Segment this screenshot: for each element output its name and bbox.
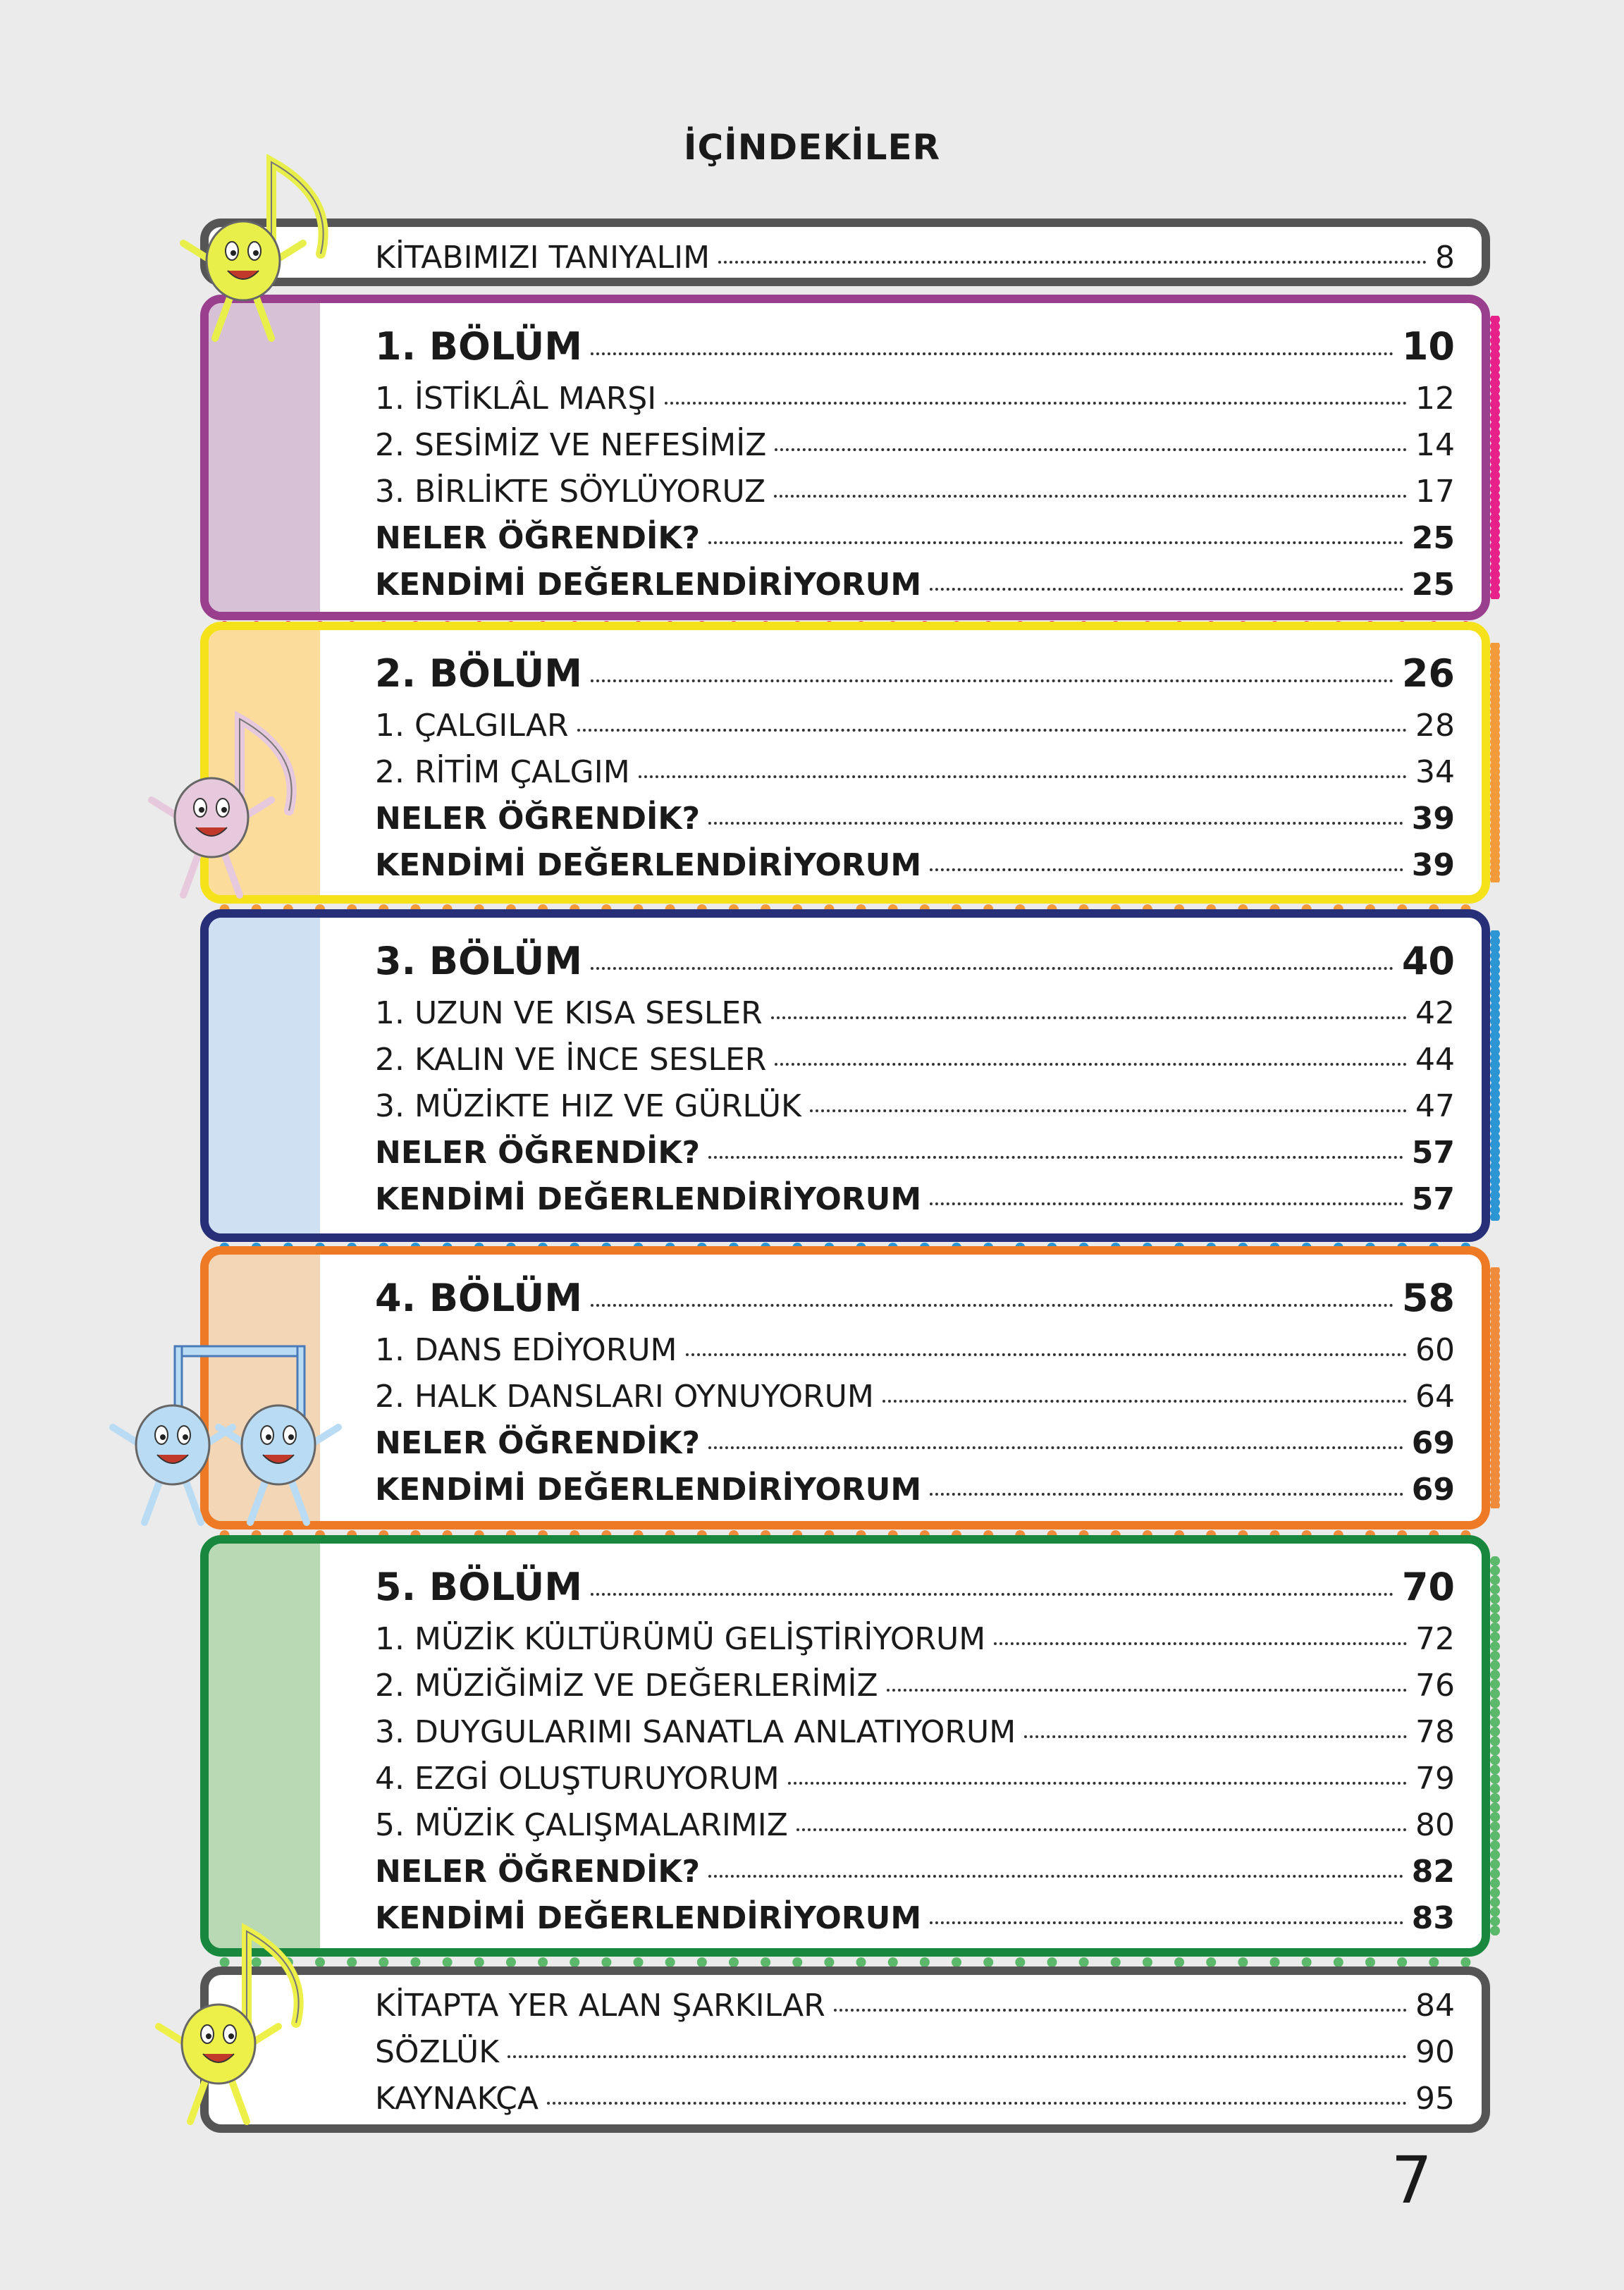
toc-entry-label: SÖZLÜK <box>375 2034 500 2070</box>
toc-entry-label: 3. DUYGULARIMI SANATLA ANLATIYORUM <box>375 1714 1016 1750</box>
toc-entry-page: 69 <box>1411 1425 1455 1461</box>
chapter-box-5 <box>200 1535 1490 1957</box>
dot-leader <box>547 2102 1407 2105</box>
toc-entry-page: 42 <box>1415 995 1455 1031</box>
toc-entry-page: 17 <box>1415 474 1455 510</box>
decorative-dots <box>1490 1267 1500 1508</box>
toc-entry[interactable] <box>375 520 1455 556</box>
toc-entry[interactable] <box>375 939 1455 983</box>
dot-leader <box>591 1304 1394 1307</box>
dot-leader <box>788 1782 1407 1785</box>
toc-entry-page: 79 <box>1415 1761 1455 1797</box>
toc-entry-label: KAYNAKÇA <box>375 2081 539 2117</box>
toc-entry-page: 83 <box>1411 1900 1455 1936</box>
toc-entry-page: 57 <box>1411 1181 1455 1217</box>
toc-entry-page: 90 <box>1415 2034 1455 2070</box>
dot-leader <box>774 495 1407 498</box>
toc-entry-label: 1. UZUN VE KISA SESLER <box>375 995 763 1031</box>
page-number: 7 <box>1391 2143 1432 2218</box>
toc-entry-label: 5. MÜZİK ÇALIŞMALARIMIZ <box>375 1807 788 1843</box>
toc-entry-label: 1. BÖLÜM <box>375 324 583 369</box>
dot-leader <box>775 1063 1407 1066</box>
chapter-box-4 <box>200 1246 1490 1529</box>
toc-entry-label: NELER ÖĞRENDİK? <box>375 1854 700 1890</box>
toc-entry-page: 58 <box>1401 1276 1455 1320</box>
toc-entry-label: 2. SESİMİZ VE NEFESİMİZ <box>375 427 767 463</box>
toc-entry-page: 25 <box>1411 567 1455 603</box>
pink-note-mascot-icon <box>144 705 307 909</box>
toc-entry-page: 82 <box>1411 1854 1455 1890</box>
dot-leader <box>775 448 1407 451</box>
dot-leader <box>708 1446 1403 1449</box>
toc-entry-label: 4. BÖLÜM <box>375 1276 583 1320</box>
toc-entry[interactable] <box>375 1854 1455 1890</box>
toc-entry-label: KENDİMİ DEĞERLENDİRİYORUM <box>375 567 922 603</box>
toc-entry-page: 84 <box>1415 1988 1455 2024</box>
dot-leader <box>708 822 1403 825</box>
toc-entry[interactable] <box>375 995 1455 1031</box>
dot-leader <box>887 1689 1407 1692</box>
toc-entry-page: 34 <box>1415 754 1455 790</box>
toc-entry[interactable] <box>375 1807 1455 1843</box>
toc-entry[interactable] <box>375 474 1455 510</box>
toc-entry[interactable] <box>375 1042 1455 1078</box>
toc-entry-label: 2. MÜZİĞİMİZ VE DEĞERLERİMİZ <box>375 1668 878 1704</box>
dot-leader <box>591 352 1394 355</box>
toc-entry-page: 64 <box>1415 1379 1455 1415</box>
toc-entry-label: KİTAPTA YER ALAN ŞARKILAR <box>375 1988 825 2024</box>
toc-entry-label: 1. DANS EDİYORUM <box>375 1332 677 1368</box>
toc-entry-page: 76 <box>1415 1668 1455 1704</box>
toc-entry-label: NELER ÖĞRENDİK? <box>375 801 700 837</box>
toc-entry-page: 10 <box>1401 324 1455 369</box>
toc-entry-label: 1. ÇALGILAR <box>375 708 569 744</box>
chapter-side-stripe <box>209 1544 320 1948</box>
toc-entry-page: 14 <box>1415 427 1455 463</box>
toc-entry[interactable] <box>375 1181 1455 1217</box>
dot-leader <box>708 1156 1403 1159</box>
toc-entry[interactable] <box>375 1135 1455 1171</box>
dot-leader <box>771 1016 1407 1019</box>
toc-entry[interactable] <box>375 1472 1455 1508</box>
toc-entry-label: KİTABIMIZI TANIYALIM <box>375 240 710 276</box>
toc-entry-label: 1. İSTİKLÂL MARŞI <box>375 381 657 417</box>
decorative-dots <box>1490 1556 1500 1935</box>
dot-leader <box>1024 1735 1407 1738</box>
decorative-dots <box>1490 316 1500 599</box>
toc-entry[interactable] <box>375 754 1455 790</box>
toc-entry[interactable] <box>375 1761 1455 1797</box>
toc-entry[interactable] <box>375 324 1455 369</box>
dot-leader <box>708 1875 1403 1878</box>
outro-box <box>200 1966 1490 2133</box>
toc-entry[interactable] <box>375 567 1455 603</box>
toc-entry[interactable] <box>375 1565 1455 1609</box>
dot-leader <box>930 1921 1403 1924</box>
toc-entry-label: 1. MÜZİK KÜLTÜRÜMÜ GELİŞTİRİYORUM <box>375 1621 986 1657</box>
toc-entry-label: KENDİMİ DEĞERLENDİRİYORUM <box>375 1900 922 1936</box>
toc-entry[interactable] <box>375 1668 1455 1704</box>
dot-leader <box>591 967 1394 970</box>
dot-leader <box>834 2009 1407 2012</box>
toc-entry-label: 3. BÖLÜM <box>375 939 583 983</box>
toc-entry-label: 4. EZGİ OLUŞTURUYORUM <box>375 1761 780 1797</box>
toc-entry-page: 12 <box>1415 381 1455 417</box>
dot-leader <box>577 729 1407 732</box>
toc-entry[interactable] <box>375 1900 1455 1936</box>
yellow-note-mascot-bottom-icon <box>152 1917 342 2136</box>
toc-entry[interactable] <box>375 381 1455 417</box>
toc-entry-label: KENDİMİ DEĞERLENDİRİYORUM <box>375 1472 922 1508</box>
blue-double-note-mascot-icon <box>106 1339 352 1537</box>
toc-entry[interactable] <box>375 240 1455 276</box>
dot-leader <box>639 775 1407 778</box>
toc-entry-label: KENDİMİ DEĞERLENDİRİYORUM <box>375 847 922 883</box>
toc-entry[interactable] <box>375 651 1455 696</box>
toc-entry[interactable] <box>375 2034 1455 2070</box>
toc-entry-page: 78 <box>1415 1714 1455 1750</box>
toc-entry-page: 39 <box>1411 801 1455 837</box>
dot-leader <box>591 1593 1394 1596</box>
toc-entry-label: 2. HALK DANSLARI OYNUYORUM <box>375 1379 874 1415</box>
chapter-box-2 <box>200 622 1490 904</box>
toc-entry[interactable] <box>375 1332 1455 1368</box>
toc-entry-page: 69 <box>1411 1472 1455 1508</box>
dot-leader <box>994 1642 1407 1645</box>
dot-leader <box>591 679 1394 682</box>
toc-entry-page: 8 <box>1435 240 1455 276</box>
toc-entry-label: 3. BİRLİKTE SÖYLÜYORUZ <box>375 474 766 510</box>
dot-leader <box>930 1493 1403 1496</box>
dot-leader <box>882 1400 1407 1403</box>
toc-entry-label: 5. BÖLÜM <box>375 1565 583 1609</box>
dot-leader <box>508 2055 1407 2058</box>
toc-entry-page: 39 <box>1411 847 1455 883</box>
toc-entry[interactable] <box>375 2081 1455 2117</box>
toc-entry-page: 70 <box>1401 1565 1455 1609</box>
dot-leader <box>708 541 1403 544</box>
toc-entry-label: 3. MÜZİKTE HIZ VE GÜRLÜK <box>375 1088 801 1124</box>
toc-entry-label: NELER ÖĞRENDİK? <box>375 1135 700 1171</box>
decorative-dots <box>1490 930 1500 1221</box>
toc-entry[interactable] <box>375 708 1455 744</box>
toc-entry-page: 26 <box>1401 651 1455 696</box>
chapter-side-stripe <box>209 918 320 1233</box>
toc-entry-page: 95 <box>1415 2081 1455 2117</box>
dot-leader <box>686 1353 1407 1356</box>
toc-entry-label: NELER ÖĞRENDİK? <box>375 520 700 556</box>
dot-leader <box>930 588 1403 591</box>
decorative-dots <box>1490 643 1500 882</box>
decorative-dots <box>209 1957 1482 1967</box>
page-title: İÇİNDEKİLER <box>683 127 941 168</box>
toc-entry-label: 2. RİTİM ÇALGIM <box>375 754 630 790</box>
toc-entry-page: 40 <box>1401 939 1455 983</box>
toc-entry[interactable] <box>375 1379 1455 1415</box>
toc-entry[interactable] <box>375 1276 1455 1320</box>
toc-entry[interactable] <box>375 1425 1455 1461</box>
toc-entry[interactable] <box>375 801 1455 837</box>
toc-entry-label: 2. KALIN VE İNCE SESLER <box>375 1042 767 1078</box>
toc-entry[interactable] <box>375 427 1455 463</box>
chapter-box-1 <box>200 295 1490 620</box>
toc-entry-page: 60 <box>1415 1332 1455 1368</box>
intro-box <box>200 218 1490 286</box>
toc-entry[interactable] <box>375 1714 1455 1750</box>
toc-entry-page: 80 <box>1415 1807 1455 1843</box>
toc-entry-page: 72 <box>1415 1621 1455 1657</box>
toc-entry-label: NELER ÖĞRENDİK? <box>375 1425 700 1461</box>
toc-entry-page: 44 <box>1415 1042 1455 1078</box>
yellow-note-mascot-icon <box>176 148 338 352</box>
dot-leader <box>930 1202 1403 1205</box>
toc-entry-label: KENDİMİ DEĞERLENDİRİYORUM <box>375 1181 922 1217</box>
toc-entry-page: 47 <box>1415 1088 1455 1124</box>
chapter-box-3 <box>200 909 1490 1242</box>
dot-leader <box>810 1109 1407 1112</box>
dot-leader <box>665 402 1407 405</box>
dot-leader <box>718 261 1427 264</box>
toc-entry[interactable] <box>375 1621 1455 1657</box>
toc-entry-page: 25 <box>1411 520 1455 556</box>
toc-entry-page: 57 <box>1411 1135 1455 1171</box>
toc-entry[interactable] <box>375 1088 1455 1124</box>
toc-entry[interactable] <box>375 847 1455 883</box>
toc-entry-label: 2. BÖLÜM <box>375 651 583 696</box>
dot-leader <box>930 868 1403 871</box>
toc-entry-page: 28 <box>1415 708 1455 744</box>
dot-leader <box>796 1828 1407 1831</box>
toc-entry[interactable] <box>375 1988 1455 2024</box>
